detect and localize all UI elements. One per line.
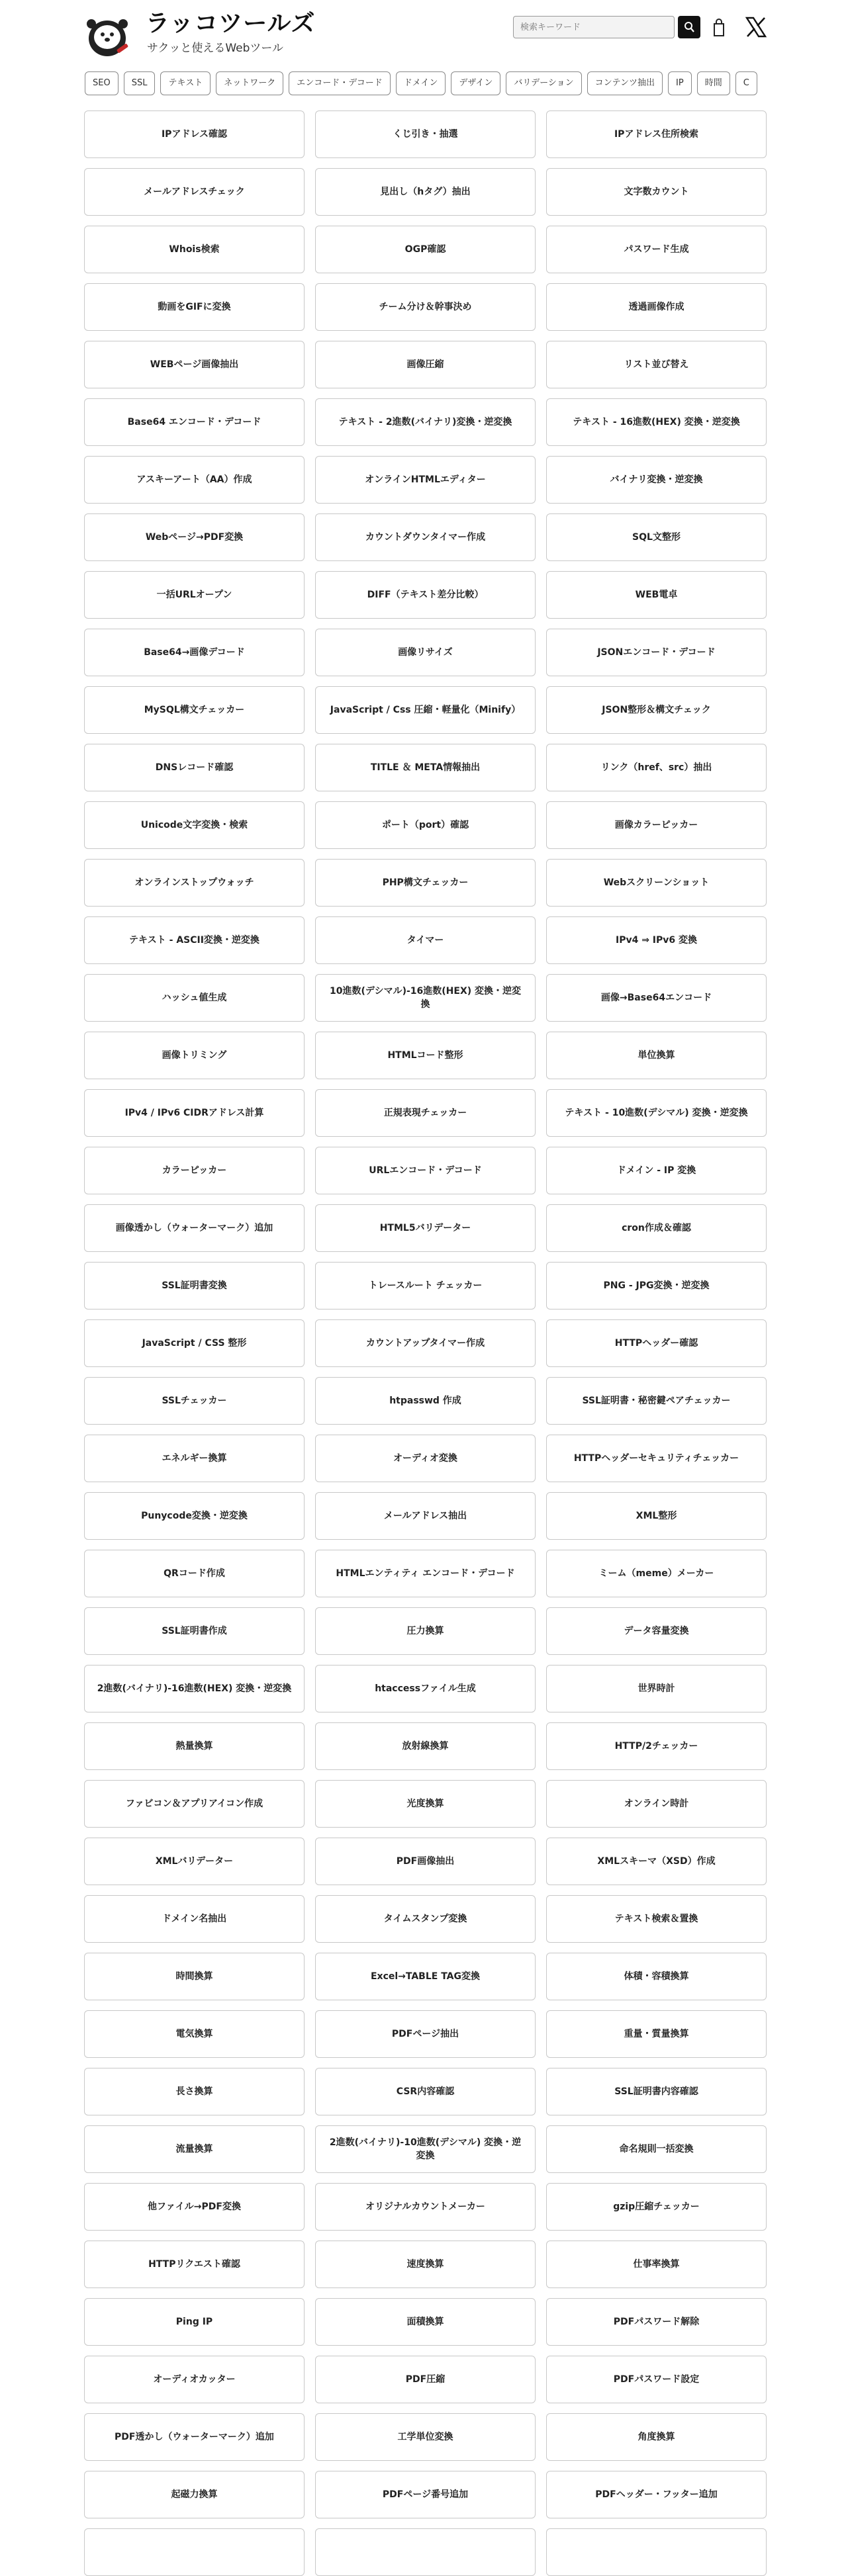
- tool-card[interactable]: DIFF（テキスト差分比較）: [315, 571, 536, 619]
- tool-card[interactable]: JSON整形＆構文チェック: [546, 686, 767, 734]
- tool-card[interactable]: リスト並び替え: [546, 341, 767, 388]
- tool-card[interactable]: htpasswd 作成: [315, 1377, 536, 1425]
- tool-card[interactable]: 動画をGIFに変換: [84, 283, 305, 331]
- tool-card[interactable]: メールアドレスチェック: [84, 168, 305, 216]
- site-header: [0, 0, 850, 66]
- tool-card[interactable]: 画像トリミング: [84, 1032, 305, 1079]
- tool-card[interactable]: IPv4 ⇒ IPv6 変換: [546, 916, 767, 964]
- tool-card[interactable]: SQL文整形: [546, 513, 767, 561]
- tool-card[interactable]: 起磁力換算: [84, 2471, 305, 2518]
- tool-card[interactable]: JavaScript / Css 圧縮・軽量化（Minify）: [315, 686, 536, 734]
- tool-card[interactable]: メールアドレス抽出: [315, 1492, 536, 1540]
- tool-card[interactable]: 透過画像作成: [546, 283, 767, 331]
- tool-card[interactable]: 画像リサイズ: [315, 629, 536, 676]
- tool-card[interactable]: 10進数(デシマル)-16進数(HEX) 変換・逆変換: [315, 974, 536, 1022]
- tool-card[interactable]: HTTP/2チェッカー: [546, 1722, 767, 1770]
- tool-card[interactable]: リンク（href、src）抽出: [546, 744, 767, 791]
- category-tag[interactable]: デザイン: [451, 71, 500, 95]
- tool-card[interactable]: PDFパスワード解除: [546, 2298, 767, 2346]
- tool-card[interactable]: 2進数(バイナリ)-16進数(HEX) 変換・逆変換: [84, 1665, 305, 1712]
- tool-card[interactable]: Ping IP: [84, 2298, 305, 2346]
- tool-card[interactable]: HTTPヘッダーセキュリティチェッカー: [546, 1435, 767, 1482]
- tool-card[interactable]: XML整形: [546, 1492, 767, 1540]
- tool-card[interactable]: PDFヘッダー・フッター追加: [546, 2471, 767, 2518]
- tool-card[interactable]: htaccessファイル生成: [315, 1665, 536, 1712]
- tool-card[interactable]: Whois検索: [84, 226, 305, 273]
- tool-card[interactable]: 流量換算: [84, 2125, 305, 2173]
- tool-card[interactable]: 圧力換算: [315, 1607, 536, 1655]
- category-tag[interactable]: コンテンツ抽出: [587, 71, 663, 95]
- tool-card[interactable]: PDFページ抽出: [315, 2010, 536, 2058]
- tool-card[interactable]: [315, 2528, 536, 2576]
- tool-card[interactable]: [84, 2528, 305, 2576]
- tool-card[interactable]: XMLバリデーター: [84, 1838, 305, 1885]
- tool-card[interactable]: カラーピッカー: [84, 1147, 305, 1194]
- tool-card[interactable]: JavaScript / CSS 整形: [84, 1319, 305, 1367]
- tool-card[interactable]: ファビコン＆アプリアイコン作成: [84, 1780, 305, 1828]
- tool-card[interactable]: チーム分け＆幹事決め: [315, 283, 536, 331]
- tool-card[interactable]: 光度換算: [315, 1780, 536, 1828]
- category-tag[interactable]: SEO: [85, 71, 118, 95]
- tool-card[interactable]: 時間換算: [84, 1953, 305, 2000]
- tool-card[interactable]: 世界時計: [546, 1665, 767, 1712]
- tool-card[interactable]: Unicode文字変換・検索: [84, 801, 305, 849]
- tool-card[interactable]: Base64→画像デコード: [84, 629, 305, 676]
- tool-card[interactable]: WEB電卓: [546, 571, 767, 619]
- tool-card[interactable]: Excel→TABLE TAG変換: [315, 1953, 536, 2000]
- tool-card[interactable]: エネルギー換算: [84, 1435, 305, 1482]
- tool-card[interactable]: オーディオカッター: [84, 2356, 305, 2403]
- tool-card[interactable]: Punycode変換・逆変換: [84, 1492, 305, 1540]
- tool-card[interactable]: 体積・容積換算: [546, 1953, 767, 2000]
- tool-card[interactable]: [546, 2528, 767, 2576]
- category-tag-bar: [85, 71, 765, 98]
- tool-card[interactable]: 一括URLオープン: [84, 571, 305, 619]
- site-subtitle: サクッと使えるWebツール: [147, 42, 284, 55]
- tool-card[interactable]: OGP確認: [315, 226, 536, 273]
- tool-card[interactable]: DNSレコード確認: [84, 744, 305, 791]
- x-logo-icon[interactable]: [745, 16, 767, 38]
- category-tag[interactable]: IP: [668, 71, 692, 95]
- tool-card[interactable]: オーディオ変換: [315, 1435, 536, 1482]
- tool-card[interactable]: SSL証明書内容確認: [546, 2068, 767, 2115]
- tool-card[interactable]: XMLスキーマ（XSD）作成: [546, 1838, 767, 1885]
- tool-card[interactable]: 面積換算: [315, 2298, 536, 2346]
- tool-card[interactable]: くじ引き・抽選: [315, 111, 536, 158]
- tool-card[interactable]: ポート（port）確認: [315, 801, 536, 849]
- tool-card[interactable]: 2進数(バイナリ)-10進数(デシマル) 変換・逆変換: [315, 2125, 536, 2173]
- tool-card[interactable]: ドメイン名抽出: [84, 1895, 305, 1943]
- search-icon: [684, 21, 694, 33]
- category-tag[interactable]: ネットワーク: [216, 71, 283, 95]
- tool-card[interactable]: PHP構文チェッカー: [315, 859, 536, 907]
- category-tag[interactable]: バリデーション: [506, 71, 581, 95]
- tool-card[interactable]: タイマー: [315, 916, 536, 964]
- tool-card[interactable]: テキスト - 16進数(HEX) 変換・逆変換: [546, 398, 767, 446]
- tool-card[interactable]: 画像カラーピッカー: [546, 801, 767, 849]
- tool-card[interactable]: HTML5バリデーター: [315, 1204, 536, 1252]
- tool-card[interactable]: テキスト検索＆置換: [546, 1895, 767, 1943]
- tool-card[interactable]: 重量・質量換算: [546, 2010, 767, 2058]
- tool-card[interactable]: データ容量変換: [546, 1607, 767, 1655]
- category-tag[interactable]: C: [735, 71, 757, 95]
- tool-card[interactable]: オンライン時計: [546, 1780, 767, 1828]
- category-tag[interactable]: テキスト: [160, 71, 211, 95]
- tool-card[interactable]: オンラインHTMLエディター: [315, 456, 536, 504]
- tool-card[interactable]: 速度換算: [315, 2241, 536, 2288]
- tool-card[interactable]: 単位換算: [546, 1032, 767, 1079]
- tool-card[interactable]: テキスト - ASCII変換・逆変換: [84, 916, 305, 964]
- category-tag[interactable]: 時間: [697, 71, 730, 95]
- tool-card[interactable]: HTMLエンティティ エンコード・デコード: [315, 1550, 536, 1597]
- tool-card[interactable]: HTTPヘッダー確認: [546, 1319, 767, 1367]
- tool-card[interactable]: PNG - JPG変換・逆変換: [546, 1262, 767, 1310]
- rakko-mascot-logo[interactable]: [85, 12, 131, 60]
- tool-card[interactable]: 画像→Base64エンコード: [546, 974, 767, 1022]
- category-tag[interactable]: エンコード・デコード: [289, 71, 390, 95]
- tool-card[interactable]: IPアドレス住所検索: [546, 111, 767, 158]
- tool-card[interactable]: MySQL構文チェッカー: [84, 686, 305, 734]
- tool-grid: [84, 111, 767, 2576]
- tool-card[interactable]: JSONエンコード・デコード: [546, 629, 767, 676]
- search-button[interactable]: [678, 16, 700, 38]
- tool-card[interactable]: SSL証明書変換: [84, 1262, 305, 1310]
- tool-card[interactable]: TITLE ＆ META情報抽出: [315, 744, 536, 791]
- search-input[interactable]: [513, 16, 675, 38]
- tool-card[interactable]: バイナリ変換・逆変換: [546, 456, 767, 504]
- tool-card[interactable]: アスキーアート（AA）作成: [84, 456, 305, 504]
- shopping-bag-icon[interactable]: [713, 19, 725, 37]
- tool-card[interactable]: 工学単位変換: [315, 2413, 536, 2461]
- tool-card[interactable]: PDF透かし（ウォーターマーク）追加: [84, 2413, 305, 2461]
- tool-card[interactable]: Webスクリーンショット: [546, 859, 767, 907]
- tool-card[interactable]: IPv4 / IPv6 CIDRアドレス計算: [84, 1089, 305, 1137]
- tool-card[interactable]: PDFパスワード設定: [546, 2356, 767, 2403]
- tool-card[interactable]: テキスト - 10進数(デシマル) 変換・逆変換: [546, 1089, 767, 1137]
- tool-card[interactable]: CSR内容確認: [315, 2068, 536, 2115]
- tool-card[interactable]: 正規表現チェッカー: [315, 1089, 536, 1137]
- tool-card[interactable]: PDF圧縮: [315, 2356, 536, 2403]
- tool-card[interactable]: オンラインストップウォッチ: [84, 859, 305, 907]
- tool-card[interactable]: カウントアップタイマー作成: [315, 1319, 536, 1367]
- site-title[interactable]: ラッコツールズ: [146, 10, 316, 37]
- tool-card[interactable]: 仕事率換算: [546, 2241, 767, 2288]
- tool-card[interactable]: HTTPリクエスト確認: [84, 2241, 305, 2288]
- tool-card[interactable]: WEBページ画像抽出: [84, 341, 305, 388]
- tool-card[interactable]: ミーム（meme）メーカー: [546, 1550, 767, 1597]
- tool-card[interactable]: ドメイン - IP 変換: [546, 1147, 767, 1194]
- category-tag[interactable]: ドメイン: [396, 71, 446, 95]
- tool-card[interactable]: QRコード作成: [84, 1550, 305, 1597]
- tool-card[interactable]: 熱量換算: [84, 1722, 305, 1770]
- tool-card[interactable]: 長さ換算: [84, 2068, 305, 2115]
- tool-card[interactable]: gzip圧縮チェッカー: [546, 2183, 767, 2231]
- tool-card[interactable]: 放射線換算: [315, 1722, 536, 1770]
- tool-card[interactable]: 電気換算: [84, 2010, 305, 2058]
- tool-card[interactable]: パスワード生成: [546, 226, 767, 273]
- tool-card[interactable]: SSLチェッカー: [84, 1377, 305, 1425]
- tool-card[interactable]: 画像圧縮: [315, 341, 536, 388]
- tool-card[interactable]: テキスト - 2進数(バイナリ)変換・逆変換: [315, 398, 536, 446]
- tool-card[interactable]: 命名規則一括変換: [546, 2125, 767, 2173]
- tool-card[interactable]: ハッシュ値生成: [84, 974, 305, 1022]
- tool-card[interactable]: IPアドレス確認: [84, 111, 305, 158]
- tool-card[interactable]: 他ファイル→PDF変換: [84, 2183, 305, 2231]
- tool-card[interactable]: PDFページ番号追加: [315, 2471, 536, 2518]
- tool-card[interactable]: 角度換算: [546, 2413, 767, 2461]
- tool-card[interactable]: タイムスタンプ変換: [315, 1895, 536, 1943]
- tool-card[interactable]: オリジナルカウントメーカー: [315, 2183, 536, 2231]
- tool-card[interactable]: カウントダウンタイマー作成: [315, 513, 536, 561]
- tool-card[interactable]: 見出し（hタグ）抽出: [315, 168, 536, 216]
- tool-card[interactable]: Base64 エンコード・デコード: [84, 398, 305, 446]
- tool-card[interactable]: 画像透かし（ウォーターマーク）追加: [84, 1204, 305, 1252]
- category-tag[interactable]: SSL: [124, 71, 156, 95]
- tool-card[interactable]: SSL証明書・秘密鍵ペアチェッカー: [546, 1377, 767, 1425]
- tool-card[interactable]: URLエンコード・デコード: [315, 1147, 536, 1194]
- tool-card[interactable]: HTMLコード整形: [315, 1032, 536, 1079]
- tool-card[interactable]: PDF画像抽出: [315, 1838, 536, 1885]
- tool-card[interactable]: cron作成＆確認: [546, 1204, 767, 1252]
- tool-card[interactable]: SSL証明書作成: [84, 1607, 305, 1655]
- tool-card[interactable]: 文字数カウント: [546, 168, 767, 216]
- tool-card[interactable]: Webページ→PDF変換: [84, 513, 305, 561]
- tool-card[interactable]: トレースルート チェッカー: [315, 1262, 536, 1310]
